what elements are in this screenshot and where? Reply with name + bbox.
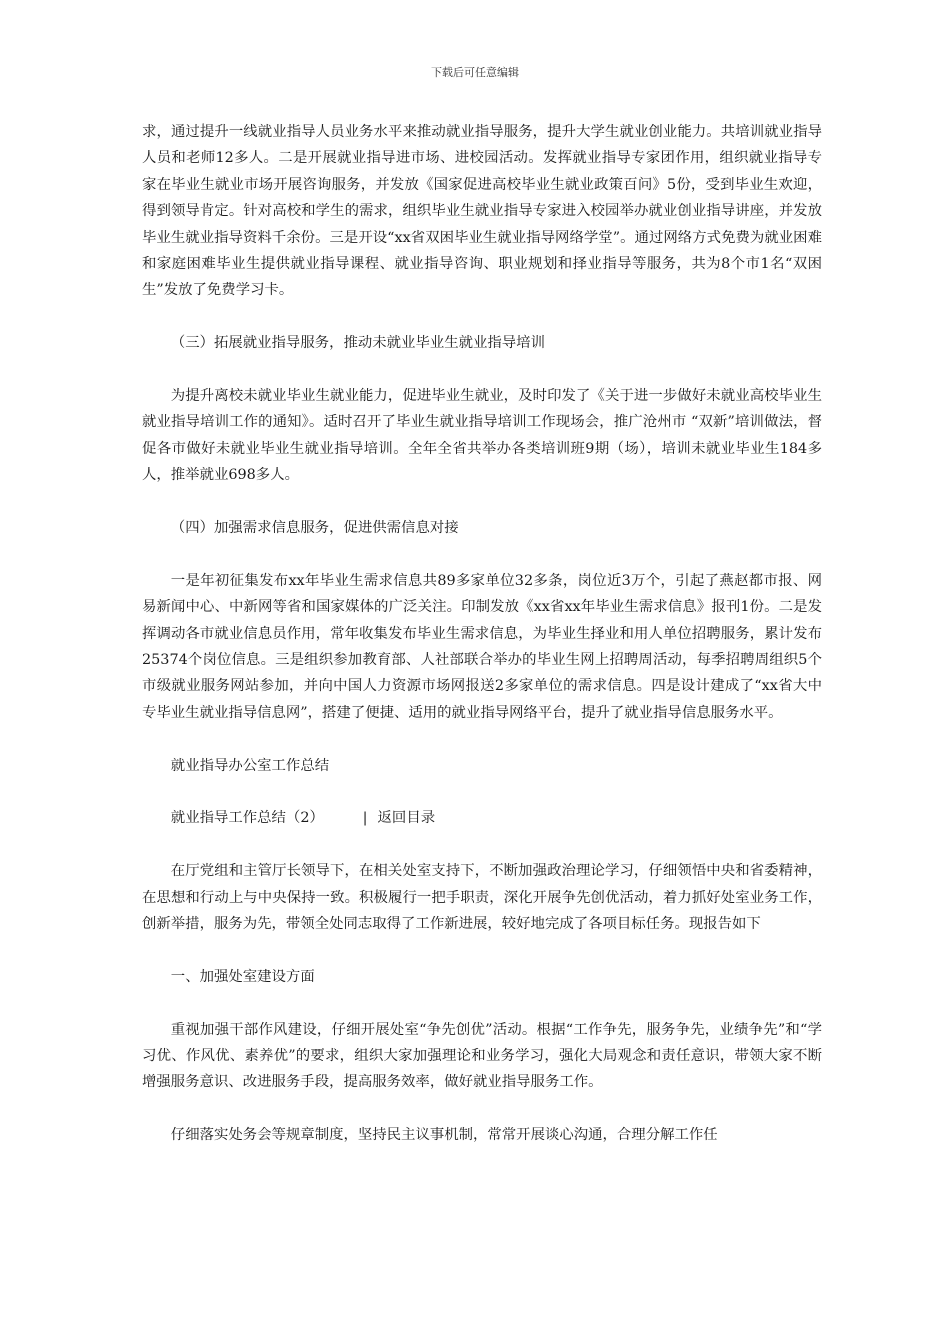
paragraph-work-style: 重视加强干部作风建设，仔细开展处室“争先创优”活动。根据“工作争先，服务争先，业绩争先”和“学习优、作风优、素养优”的要求，组织大家加强理论和业务学习，强化大局观念和责任意识，带领大家不断增强服务意识、改进服务手段，提高服务效率，做好就业指导服务工作。: [142, 1021, 822, 1091]
paragraph-rules: 仔细落实处务会等规章制度，坚持民主议事机制，常常开展谈心沟通，合理分解工作任: [170, 1127, 718, 1144]
paragraph-intro: 在厅党组和主管厅长领导下，在相关处室支持下，不断加强政治理论学习，仔细领悟中央和省委精神，在思想和行动上与中央保持一致。积极履行一把手职责，深化开展争先创优活动，着力抓好处室业务工作，创新举措，服务为先，带领全处同志取得了工作新进展，较好地完成了各项目标任务。现报告如下: [142, 863, 822, 933]
title-separator: |: [362, 810, 368, 827]
subheading-office-building: 一、加强处室建设方面: [170, 968, 315, 985]
section-title: 就业指导办公室工作总结: [170, 757, 330, 774]
back-to-contents-link[interactable]: 返回目录: [377, 810, 436, 827]
summary-title-line: [142, 805, 822, 831]
paragraph-training: 为提升离校未就业毕业生就业能力，促进毕业生就业，及时印发了《关于进一步做好未就业高校毕业生就业指导培训工作的通知》。适时召开了毕业生就业指导培训工作现场会，推广沧州市 “双新”培训做法，督促各市做好未就业毕业生就业指导培训。全年全省共举办各类培训班9期（场），培训未就业毕业生184多人，推举就业698多人。: [142, 388, 822, 484]
summary-title: 就业指导工作总结（2）: [170, 810, 324, 827]
document-body: [142, 119, 822, 1175]
subheading-three: （三）拓展就业指导服务，推动未就业毕业生就业指导培训: [170, 335, 545, 352]
paragraph-continuation: 求，通过提升一线就业指导人员业务水平来推动就业指导服务，提升大学生就业创业能力。共培训就业指导人员和老师12多人。二是开展就业指导进市场、进校园活动。发挥就业指导专家团作用，组织就业指导专家在毕业生就业市场开展咨询服务，并发放《国家促进高校毕业生就业政策百问》5份，受到毕业生欢迎，得到领导肯定。针对高校和学生的需求，组织毕业生就业指导专家进入校园举办就业创业指导讲座，并发放毕业生就业指导资料千余份。三是开设“xx省双困毕业生就业指导网络学堂”。通过网络方式免费为就业困难和家庭困难毕业生提供就业指导课程、就业指导咨询、职业规划和择业指导等服务，共为8个市1名“双困生”发放了免费学习卡。: [142, 124, 822, 299]
subheading-four: （四）加强需求信息服务，促进供需信息对接: [170, 520, 459, 537]
paragraph-demand-info: 一是年初征集发布xx年毕业生需求信息共89多家单位32多条，岗位近3万个，引起了燕赵都市报、网易新闻中心、中新网等省和国家媒体的广泛关注。印制发放《xx省xx年毕业生需求信息》报刊1份。二是发挥调动各市就业信息员作用，常年收集发布毕业生需求信息，为毕业生择业和用人单位招聘服务，累计发布25374个岗位信息。三是组织参加教育部、人社部联合举办的毕业生网上招聘周活动，每季招聘周组织5个市级就业服务网站参加，并向中国人力资源市场网报送2多家单位的需求信息。四是设计建成了“xx省大中专毕业生就业指导信息网”，搭建了便捷、适用的就业指导网络平台，提升了就业指导信息服务水平。: [142, 572, 822, 721]
page-header-note: 下载后可任意编辑: [431, 66, 519, 79]
